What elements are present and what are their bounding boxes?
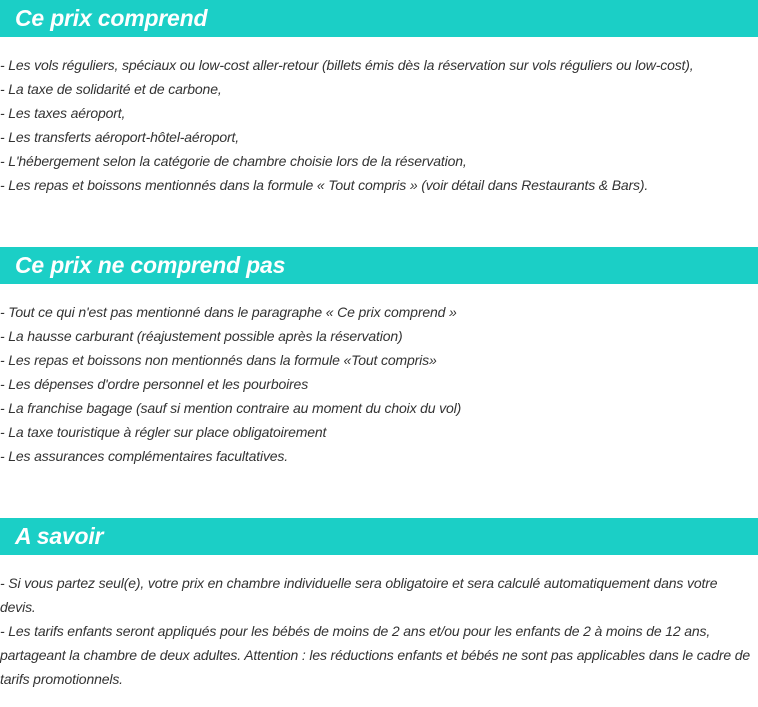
list-item: - Les vols réguliers, spéciaux ou low-cost aller-retour (billets émis dès la réservation sur vols réguliers ou low-cost), — [0, 53, 758, 77]
list-item: - Les transferts aéroport-hôtel-aéroport, — [0, 125, 758, 149]
section-header-not-included — [0, 247, 758, 284]
list-item: - Les tarifs enfants seront appliqués pour les bébés de moins de 2 ans et/ou pour les enfants de 2 à moins de 12 ans, partageant la chambre de deux adultes. Attention : les réductions enfants et bébés ne sont pas applicables dans le cadre de tarifs promotionnels. — [0, 619, 750, 691]
section-title-included: Ce prix comprend — [15, 5, 208, 31]
list-item: - L'hébergement selon la catégorie de chambre choisie lors de la réservation, — [0, 149, 758, 173]
not-included-list — [0, 300, 758, 468]
list-item: - Les repas et boissons non mentionnés dans la formule «Tout compris» — [0, 348, 758, 372]
list-item: - Tout ce qui n'est pas mentionné dans le paragraphe « Ce prix comprend » — [0, 300, 758, 324]
list-item: - Les dépenses d'ordre personnel et les pourboires — [0, 372, 758, 396]
list-item: - La taxe touristique à régler sur place obligatoirement — [0, 420, 758, 444]
good-to-know-list — [0, 571, 758, 691]
section-title-good-to-know: A savoir — [15, 523, 104, 549]
list-item: - La franchise bagage (sauf si mention contraire au moment du choix du vol) — [0, 396, 758, 420]
list-item: - La taxe de solidarité et de carbone, — [0, 77, 758, 101]
section-header-included — [0, 0, 758, 37]
list-item: - Les taxes aéroport, — [0, 101, 758, 125]
section-header-good-to-know — [0, 518, 758, 555]
included-list — [0, 53, 758, 197]
section-title-not-included: Ce prix ne comprend pas — [15, 252, 286, 278]
list-item: - Les repas et boissons mentionnés dans la formule « Tout compris » (voir détail dans Restaurants & Bars). — [0, 173, 758, 197]
list-item: - Si vous partez seul(e), votre prix en chambre individuelle sera obligatoire et sera calculé automatiquement dans votre devis. — [0, 571, 750, 619]
list-item: - La hausse carburant (réajustement possible après la réservation) — [0, 324, 758, 348]
list-item: - Les assurances complémentaires facultatives. — [0, 444, 758, 468]
